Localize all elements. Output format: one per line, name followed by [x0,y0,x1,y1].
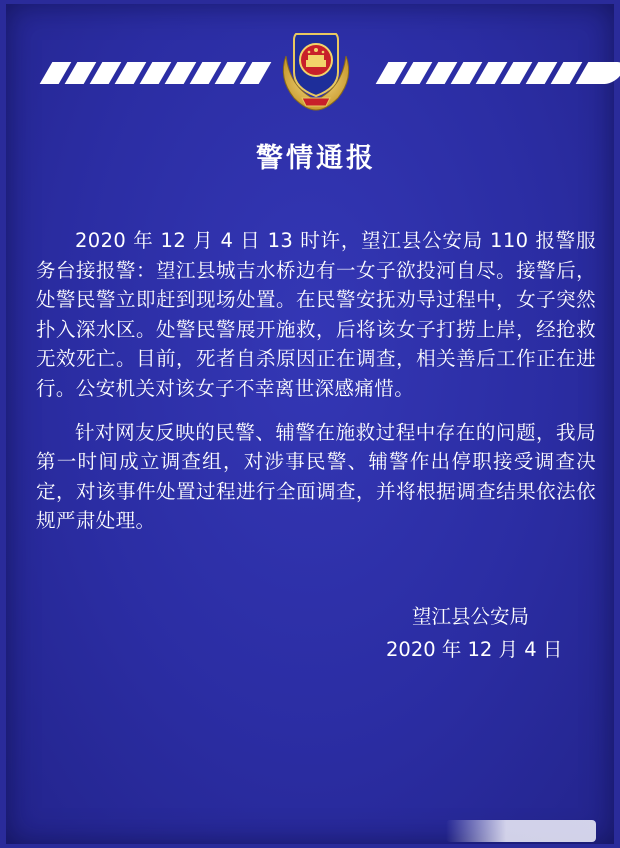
signature-date: 2020 年 12 月 4 日 [386,638,563,661]
watermark [446,820,596,842]
header-stripes-left [46,62,271,84]
notice-paragraph-2: 针对网友反映的民警、辅警在施救过程中存在的问题，我局第一时间成立调查组，对涉事民警、辅警作出停职接受调查决定，对该事件处置过程进行全面调查，并将根据调查结果依法依规严肃处理。 [36,420,596,533]
notice-body [36,226,596,550]
signature-organization: 望江县公安局 [412,605,530,628]
notice-title: 警情通报 [256,143,376,174]
notice-page [6,4,614,844]
police-emblem-icon [272,26,360,112]
signature-block [386,600,586,666]
header-stripes-right [382,62,620,84]
notice-paragraph-1: 2020 年 12 月 4 日 13 时许，望江县公安局 110 报警服务台接报警：望江县城吉水桥边有一女子欲投河自尽。接警后，处警民警立即赶到现场处置。在民警安抚劝导过程中，女子突然扑入深水区。处警民警展开施救，后将该女子打捞上岸，经抢救无效死亡。目前，死者自杀原因正在调查，相关善后工作正在进行。公安机关对该女子不幸离世深感痛惜。 [36,229,596,400]
